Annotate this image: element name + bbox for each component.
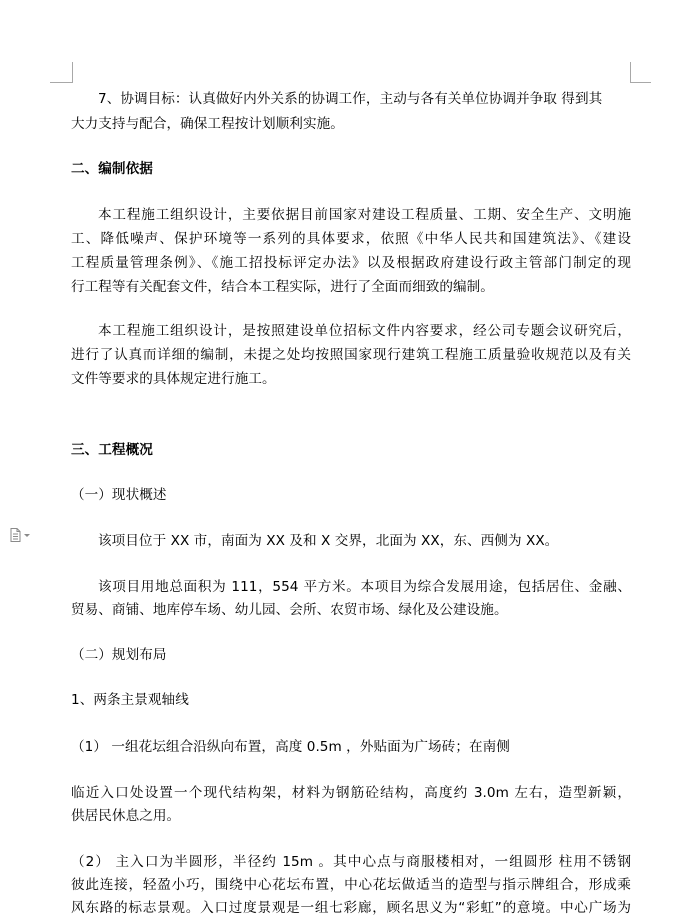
paragraph-line: 本工程施工组织设计，主要依据目前国家对建设工程质量、工期、安全生产、文明施 — [98, 207, 631, 223]
subsection-heading: （一）现状概述 — [71, 487, 167, 503]
paragraph-line: 本工程施工组织设计，是按照建设单位招标文件内容要求，经公司专题会议研究后， — [98, 323, 631, 339]
document-options-icon[interactable] — [10, 528, 32, 542]
paragraph-line: 供居民休息之用。 — [71, 808, 181, 824]
paragraph-line: 7、协调目标：认真做好内外关系的协调工作，主动与各有关单位协调并争取 得到其 — [98, 91, 603, 107]
margin-corner-top-left — [50, 62, 73, 83]
paragraph-line: 行工程等有关配套文件，结合本工程实际，进行了全面而细致的编制。 — [71, 279, 494, 295]
subsection-heading: （二）规划布局 — [71, 647, 167, 663]
list-heading: 1、两条主景观轴线 — [71, 692, 189, 708]
paragraph-line: 大力支持与配合，确保工程按计划顺利实施。 — [71, 116, 344, 132]
paragraph-line: 该项目用地总面积为 111，554 平方米。本项目为综合发展用途，包括居住、金融、 — [98, 579, 631, 595]
paragraph-line: 风东路的标志景观。入口过度景观是一组七彩廊，顾名思义为“彩虹”的意境。中心广场为 — [71, 900, 631, 916]
paragraph-line: 进行了认真而详细的编制，未提之处均按照国家现行建筑工程施工质量验收规范以及有关 — [71, 347, 631, 363]
paragraph-line: 贸易、商铺、地库停车场、幼儿园、会所、农贸市场、绿化及公建设施。 — [71, 602, 508, 618]
section-heading: 三、工程概况 — [71, 442, 153, 458]
paragraph-line: 工程质量管理条例》、《施工招投标评定办法》以及根据政府建设行政主管部门制定的现 — [71, 255, 631, 271]
paragraph-line: （2） 主入口为半圆形，半径约 15m 。其中心点与商服楼相对，一组圆形 柱用不锈钢 — [71, 854, 631, 870]
margin-corner-top-right — [630, 62, 651, 83]
paragraph-line: 文件等要求的具体规定进行施工。 — [71, 371, 276, 387]
paragraph-line: 临近入口处设置一个现代结构架，材料为钢筋砼结构，高度约 3.0m 左右，造型新颖， — [71, 785, 631, 801]
section-heading: 二、编制依据 — [71, 161, 153, 177]
paragraph-line: 彼此连接，轻盈小巧，围绕中心花坛布置，中心花坛做适当的造型与指示牌组合，形成乘 — [71, 877, 631, 893]
paragraph-line: （1） 一组花坛组合沿纵向布置，高度 0.5m ，外贴面为广场砖；在南侧 — [71, 739, 510, 755]
paragraph-line: 工、降低噪声、保护环境等一系列的具体要求，依照《中华人民共和国建筑法》、《建设 — [71, 231, 631, 247]
paragraph-line: 该项目位于 XX 市，南面为 XX 及和 X 交界，北面为 XX，东、西侧为 XX。 — [98, 533, 559, 549]
